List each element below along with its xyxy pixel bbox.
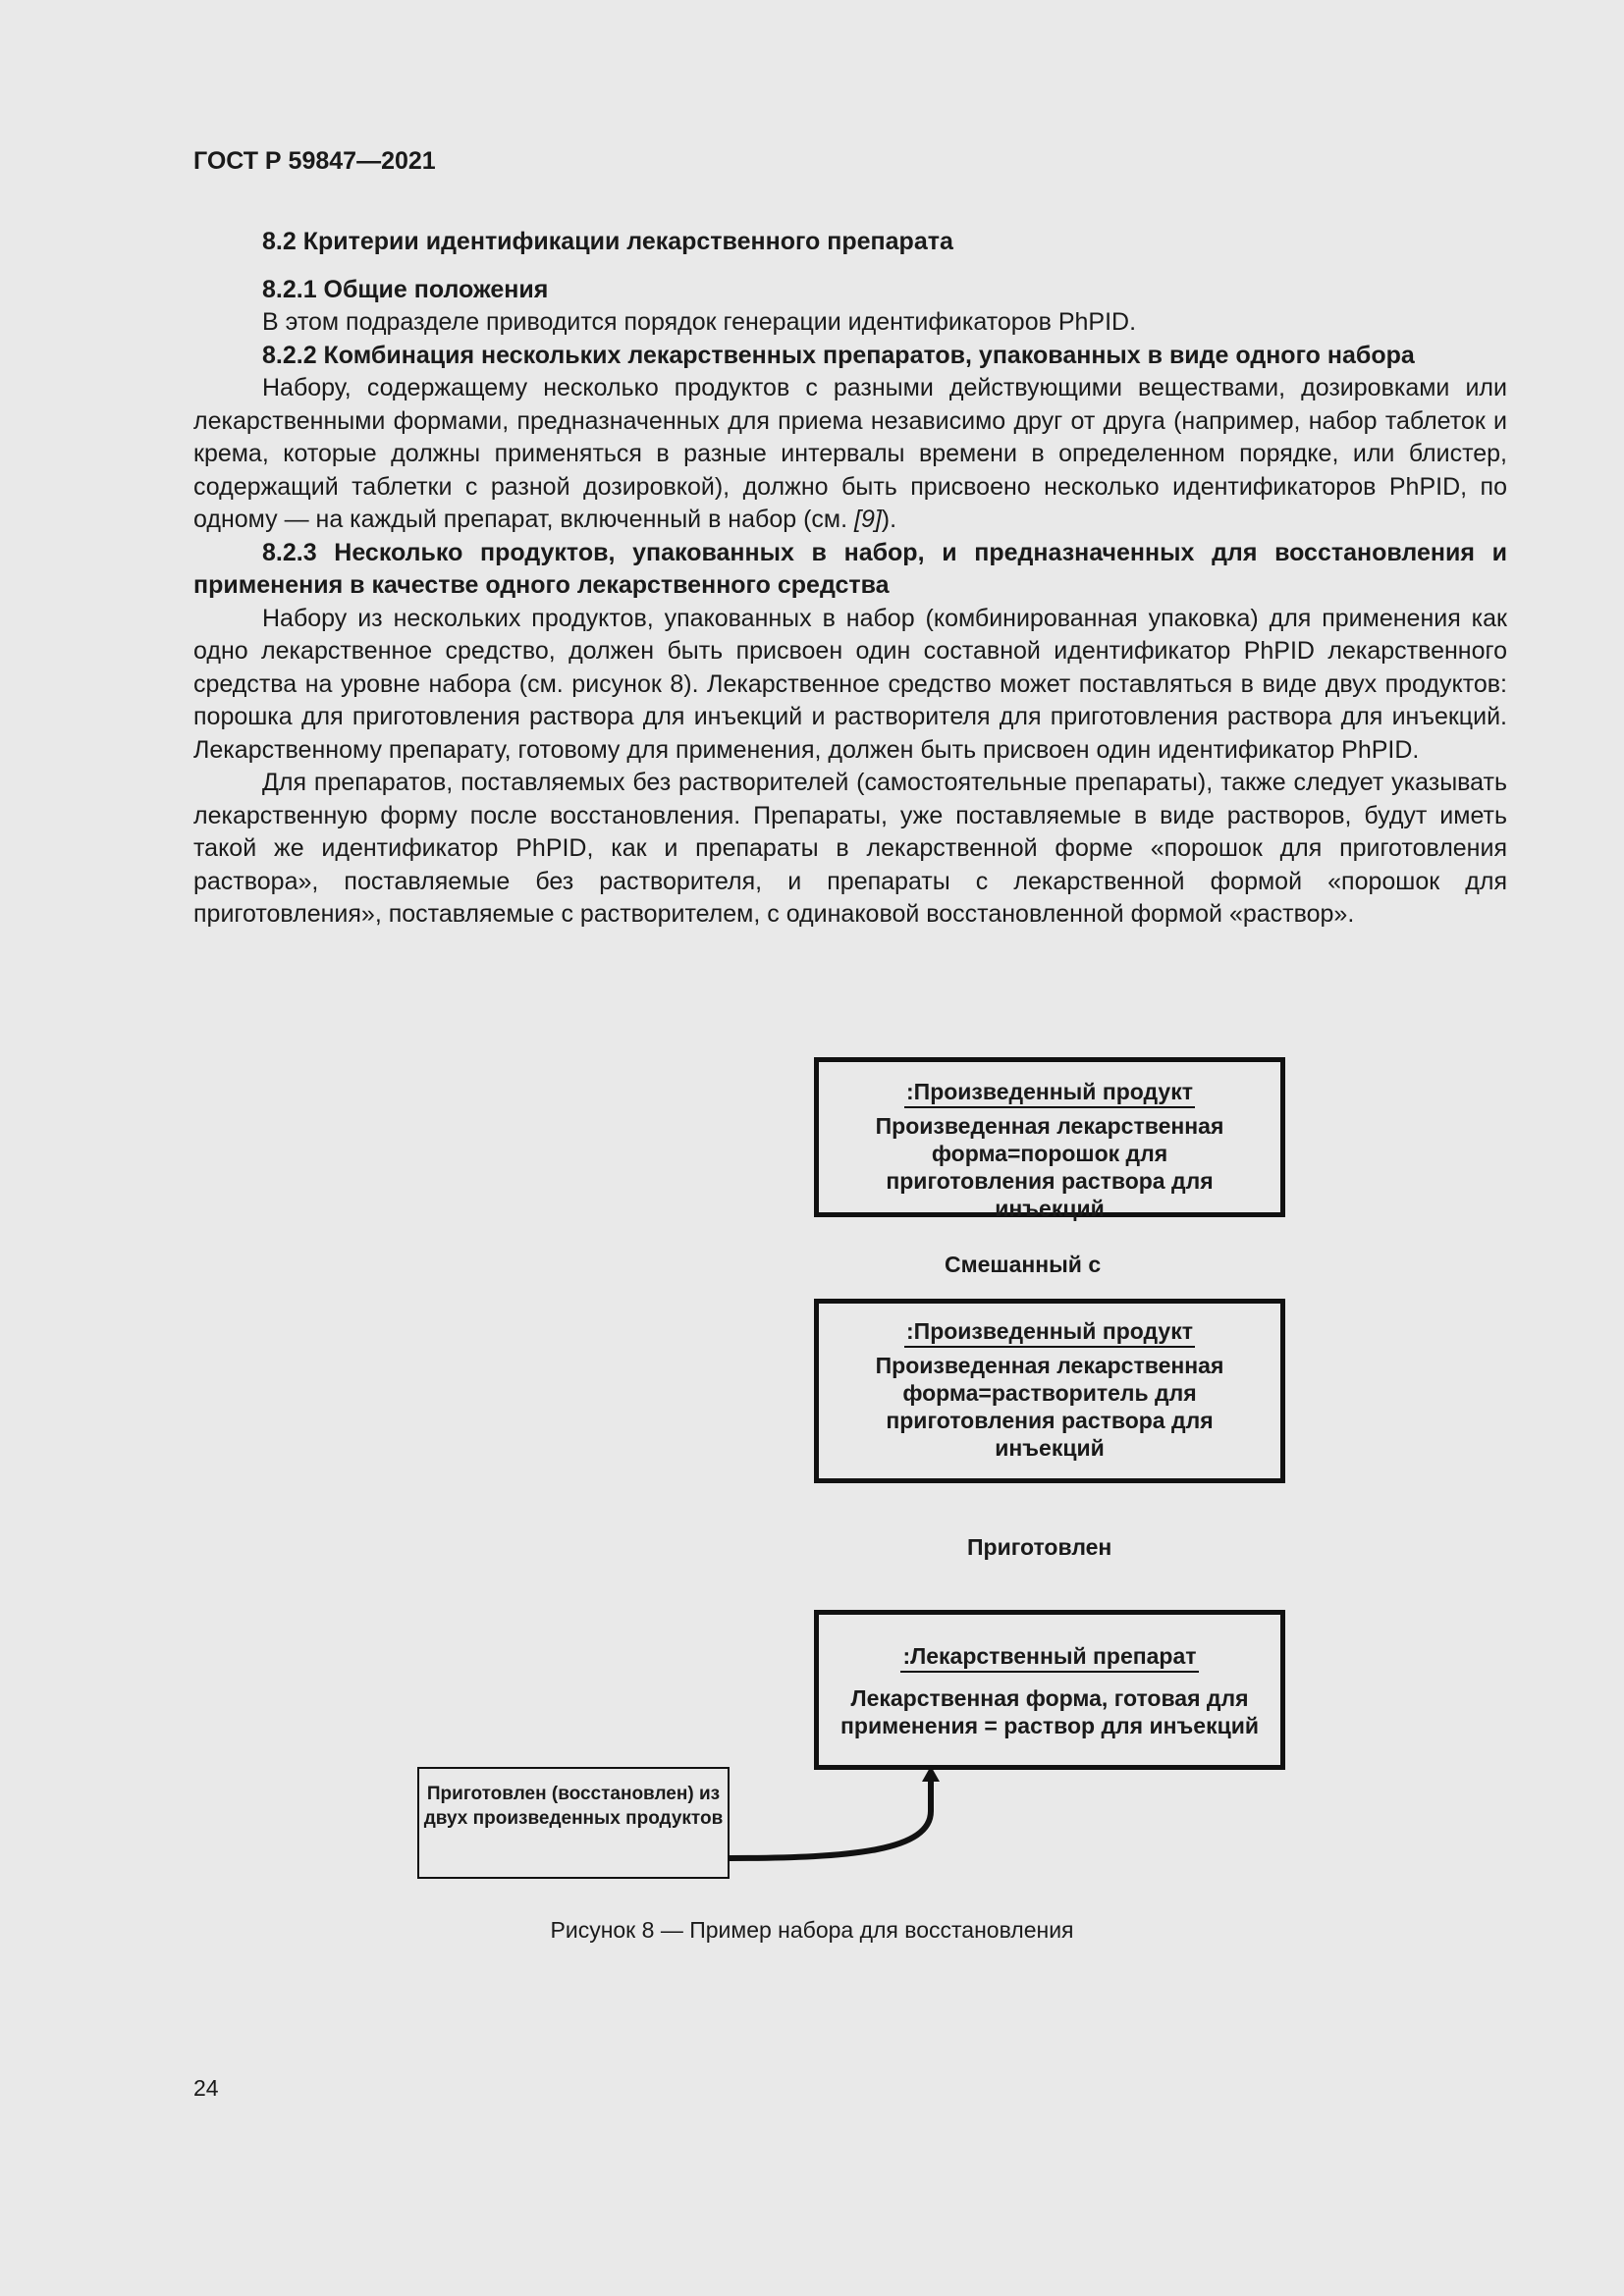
box-title: :Произведенный продукт — [904, 1078, 1195, 1108]
paragraph-reconstitution-1: Набору из нескольких продуктов, упакованных в набор (комбинированная упаковка) для применения как одно лекарственное средство, должен быть присвоен один составной идентификатор PhPID лекарственного средства на уровне набора (см. рисунок 8). Лекарственное средство может поставляться в виде двух продуктов: порошка для приготовления раствора для инъекций и растворителя для приготовления раствора для инъекций. Лекарственному препарату, готовому для применения, должен быть присвоен один идентификатор PhPID. — [193, 604, 1507, 764]
annotation-note: Приготовлен (восстановлен) из двух произведенных продуктов — [417, 1767, 730, 1879]
paragraph-combination-end: ). — [881, 506, 897, 533]
box-text: Произведенная лекарственная форма=порошок для приготовления раствора для инъекций — [875, 1113, 1224, 1221]
relation-label-mixed-with: Смешанный с — [945, 1252, 1102, 1277]
paragraph-combination — [193, 372, 1507, 537]
paragraph-combination-text: Набору, содержащему несколько продуктов с разными действующими веществами, дозировками или лекарственными формами, предназначенных для приема независимо друг от друга (например, набор таблеток и крема, которые должны применяться в разные интервалы времени в определенном порядке, или блистер, содержащий таблетки с разной дозировкой), должно быть присвоено несколько идентификаторов PhPID, по одному — на каждый препарат, включенный в набор (см. — [193, 374, 1507, 533]
box-text: Произведенная лекарственная форма=растворитель для приготовления раствора для инъекций — [875, 1353, 1224, 1461]
document-id: ГОСТ Р 59847—2021 — [193, 147, 436, 175]
page-number: 24 — [193, 2075, 219, 2101]
section-heading: 8.2 Критерии идентификации лекарственного препарата — [262, 228, 953, 255]
paragraph-general: В этом подразделе приводится порядок генерации идентификаторов PhPID. — [262, 308, 1137, 336]
medicinal-product-box — [814, 1610, 1285, 1770]
subsection-heading-reconstitution: 8.2.3 Несколько продуктов, упакованных в набор, и предназначенных для восстановления и применения в качестве одного лекарственного средства — [193, 538, 1507, 599]
box-text: Лекарственная форма, готовая для применения = раствор для инъекций — [840, 1685, 1259, 1738]
relation-label-prepared: Приготовлен — [967, 1534, 1112, 1560]
box-title: :Лекарственный препарат — [900, 1642, 1198, 1673]
body-text — [193, 226, 1507, 932]
citation-reference: [9] — [854, 506, 882, 533]
figure-caption: Рисунок 8 — Пример набора для восстановления — [550, 1917, 1074, 1943]
box-title: :Произведенный продукт — [904, 1317, 1195, 1348]
paragraph-reconstitution-2: Для препаратов, поставляемых без растворителей (самостоятельные препараты), также следует указывать лекарственную форму после восстановления. Препараты, уже поставляемые в виде растворов, будут иметь такой же идентификатор PhPID, как и препараты в лекарственной форме «порошок для приготовления раствора», поставляемые без растворителя, и препараты с лекарственной формой «порошок для приготовления», поставляемые с растворителем, с одинаковой восстановленной формой «раствор». — [193, 769, 1507, 928]
manufactured-product-box-solvent — [814, 1299, 1285, 1483]
manufactured-product-box-powder — [814, 1057, 1285, 1221]
subsection-heading-general: 8.2.1 Общие положения — [262, 275, 549, 303]
arrowhead-icon — [922, 1766, 940, 1782]
subsection-heading-combination: 8.2.2 Комбинация нескольких лекарственных препаратов, упакованных в виде одного набора — [262, 341, 1415, 369]
